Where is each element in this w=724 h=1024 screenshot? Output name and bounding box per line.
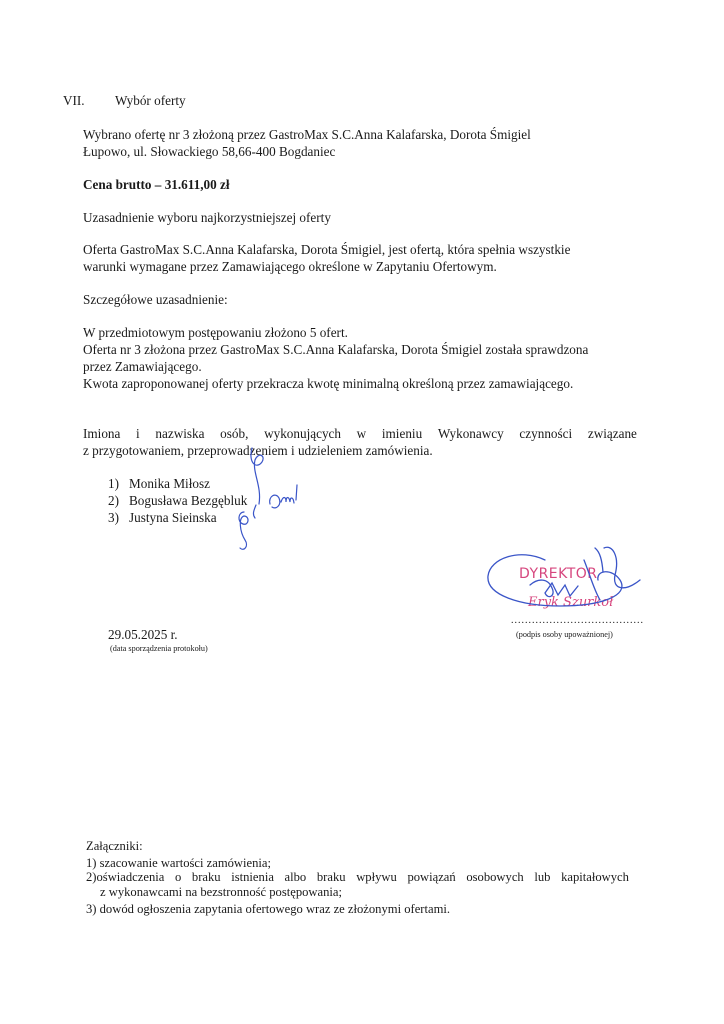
detailed-line-2: Oferta nr 3 złożona przez GastroMax S.C.Anna Kalafarska, Dorota Śmigiel została sprawdzona [83,342,589,357]
word: osób, [220,426,249,441]
detailed-line-4: Kwota zaproponowanej oferty przekracza kwotę minimalną określoną przez zamawiającego. [83,376,574,391]
section-title: Wybór oferty [115,93,186,108]
attachment-item-2-line-2: z wykonawcami na bezstronność postępowania; [100,885,343,899]
person-number: 1) [108,476,119,491]
word: wpływu [356,870,397,884]
selection-line-2: Łupowo, ul. Słowackiego 58,66-400 Bogdaniec [83,144,336,159]
signature-caption: (podpis osoby upoważnionej) [516,630,613,639]
person-name: Bogusława Bezgębluk [129,493,248,508]
word: związane [587,426,637,441]
justification-line-1: Oferta GastroMax S.C.Anna Kalafarska, Dorota Śmigiel, jest ofertą, która spełnia wszystkie [83,242,571,257]
attachments-heading: Załączniki: [86,839,143,853]
detailed-line-1: W przedmiotowym postępowaniu złożono 5 ofert. [83,325,348,340]
word: istnienia [231,870,274,884]
word: osobowych [466,870,524,884]
stamp-name: Eryk Szurkoł [528,595,614,610]
person-number: 2) [108,493,119,508]
protocol-date-caption: (data sporządzenia protokołu) [110,644,208,653]
detailed-line-3: przez Zamawiającego. [83,359,202,374]
attachment-item-1: 1) szacowanie wartości zamówienia; [86,856,271,870]
word: o [174,870,182,884]
word: w [356,426,367,441]
word: nazwiska [155,426,205,441]
detailed-heading: Szczegółowe uzasadnienie: [83,292,228,307]
word: braku [316,870,346,884]
word: Wykonawcy [437,426,504,441]
word: albo [284,870,307,884]
person-name: Justyna Sieinska [129,510,217,525]
word: Imiona [83,426,121,441]
protocol-date: 29.05.2025 r. [108,627,178,642]
word: powiązań [407,870,456,884]
persons-intro-line-2: z przygotowaniem, przeprowadzeniem i udzieleniem zamówienia. [83,443,433,458]
word: 2)oświadczenia [86,870,165,884]
person-number: 3) [108,510,119,525]
selection-line-1: Wybrano ofertę nr 3 złożoną przez GastroMax S.C.Anna Kalafarska, Dorota Śmigiel [83,127,531,142]
person-name: Monika Miłosz [129,476,210,491]
price: Cena brutto – 31.611,00 zł [83,177,230,192]
word: imieniu [381,426,423,441]
section-number: VII. [63,93,85,108]
attachment-item-2-line-1 [86,870,629,885]
word: wykonujących [264,426,341,441]
word: lub [534,870,551,884]
word: i [136,426,140,441]
word: braku [191,870,221,884]
signature-line: ...................................... [511,615,644,626]
word: czynności [519,426,573,441]
attachment-item-3: 3) dowód ogłoszenia zapytania ofertowego wraz ze złożonymi ofertami. [86,902,451,916]
stamp-title: DYREKTOR [519,566,598,582]
word: kapitałowych [561,870,629,884]
justification-line-2: warunki wymagane przez Zamawiającego określone w Zapytaniu Ofertowym. [83,259,497,274]
justification-heading: Uzasadnienie wyboru najkorzystniejszej oferty [83,210,331,225]
